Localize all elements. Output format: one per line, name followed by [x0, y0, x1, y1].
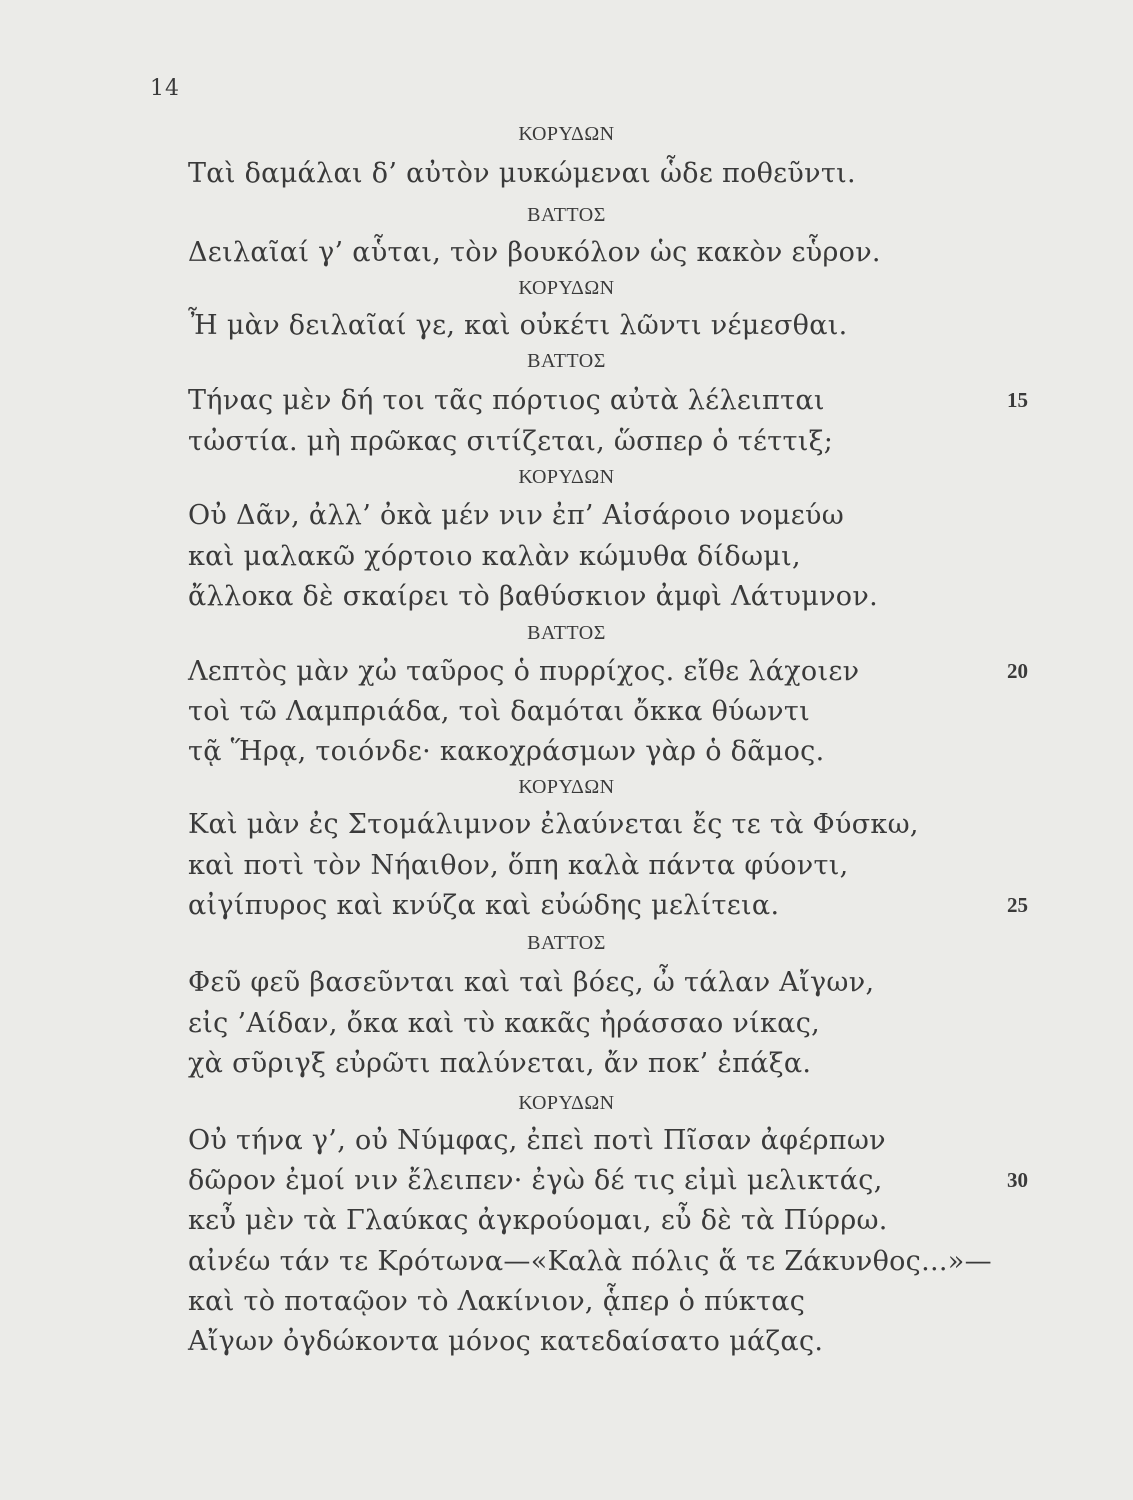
- speaker-heading: ΚΟΡΥΔΩΝ: [518, 776, 615, 798]
- verse-line: χὰ σῦριγξ εὐρῶτι παλύνεται, ἄν ποκ’ ἐπάξα.: [188, 1048, 812, 1079]
- verse-line: δῶρον ἐμοί νιν ἔλειπεν· ἐγὼ δέ τις εἰμὶ μελικτάς,: [188, 1165, 883, 1196]
- verse-line: Καὶ μὰν ἐς Στομάλιμνον ἐλαύνεται ἔς τε τὰ Φύσκω,: [188, 809, 919, 840]
- speaker-heading: ΒΑΤΤΟΣ: [527, 204, 606, 226]
- line-number: 15: [1007, 388, 1028, 412]
- verse-line: εἰς ’Αίδαν, ὄκα καὶ τὺ κακᾶς ἠράσσαο νίκας,: [188, 1008, 821, 1039]
- speaker-heading: ΒΑΤΤΟΣ: [527, 932, 606, 954]
- verse-line: Δειλαῖαί γ’ αὗται, τὸν βουκόλον ὡς κακὸν εὗρον.: [188, 237, 881, 268]
- verse-line: ἄλλοκα δὲ σκαίρει τὸ βαθύσκιον ἀμφὶ Λάτυμνον.: [188, 581, 878, 612]
- verse-line: καὶ μαλακῶ χόρτοιο καλὰν κώμυθα δίδωμι,: [188, 541, 801, 572]
- speaker-heading: ΚΟΡΥΔΩΝ: [518, 466, 615, 488]
- speaker-heading: ΚΟΡΥΔΩΝ: [518, 123, 615, 145]
- verse-line: καὶ ποτὶ τὸν Νήαιθον, ὅπη καλὰ πάντα φύοντι,: [188, 850, 849, 881]
- verse-line: Οὐ Δᾶν, ἀλλ’ ὀκὰ μέν νιν ἐπ’ Αἰσάροιο νομεύω: [188, 500, 845, 531]
- page-number: 14: [150, 76, 180, 101]
- verse-line: καὶ τὸ ποταῷον τὸ Λακίνιον, ᾇπερ ὁ πύκτας: [188, 1286, 806, 1317]
- speaker-heading: ΒΑΤΤΟΣ: [527, 350, 606, 372]
- line-number: 30: [1007, 1168, 1028, 1192]
- verse-line: αἰγίπυρος καὶ κνύζα καὶ εὐώδης μελίτεια.: [188, 890, 780, 921]
- speaker-heading: ΒΑΤΤΟΣ: [527, 622, 606, 644]
- verse-line: Αἴγων ὀγδώκοντα μόνος κατεδαίσατο μάζας.: [188, 1326, 824, 1357]
- verse-line: τοὶ τῶ Λαμπριάδα, τοὶ δαμόται ὄκκα θύωντι: [188, 696, 811, 727]
- verse-line: Ἦ μὰν δειλαῖαί γε, καὶ οὐκέτι λῶντι νέμεσθαι.: [188, 310, 848, 341]
- verse-line: Φεῦ φεῦ βασεῦνται καὶ ταὶ βόες, ὦ τάλαν Αἴγων,: [188, 967, 875, 998]
- speaker-heading: ΚΟΡΥΔΩΝ: [518, 277, 615, 299]
- verse-line: Λεπτὸς μὰν χὠ ταῦρος ὁ πυρρίχος. εἴθε λάχοιεν: [188, 656, 860, 687]
- line-number: 25: [1007, 893, 1028, 917]
- verse-line: τὠστία. μὴ πρῶκας σιτίζεται, ὥσπερ ὁ τέττιξ;: [188, 426, 834, 457]
- verse-line: Ταὶ δαμάλαι δ’ αὐτὸν μυκώμεναι ὧδε ποθεῦντι.: [188, 158, 856, 189]
- verse-line: αἰνέω τάν τε Κρότωνα—«Καλὰ πόλις ἅ τε Ζάκυνθος...»—: [188, 1246, 992, 1277]
- verse-line: Οὐ τήνα γ’, οὐ Νύμφας, ἐπεὶ ποτὶ Πῖσαν ἀφέρπων: [188, 1125, 886, 1156]
- verse-line: κεὖ μὲν τὰ Γλαύκας ἀγκρούομαι, εὖ δὲ τὰ Πύρρω.: [188, 1205, 888, 1236]
- speaker-heading: ΚΟΡΥΔΩΝ: [518, 1092, 615, 1114]
- verse-line: τᾷ Ἥρᾳ, τοιόνδε· κακοχράσμων γὰρ ὁ δᾶμος.: [188, 736, 825, 767]
- line-number: 20: [1007, 659, 1028, 683]
- verse-line: Τήνας μὲν δή τοι τᾶς πόρτιος αὐτὰ λέλειπται: [188, 385, 825, 416]
